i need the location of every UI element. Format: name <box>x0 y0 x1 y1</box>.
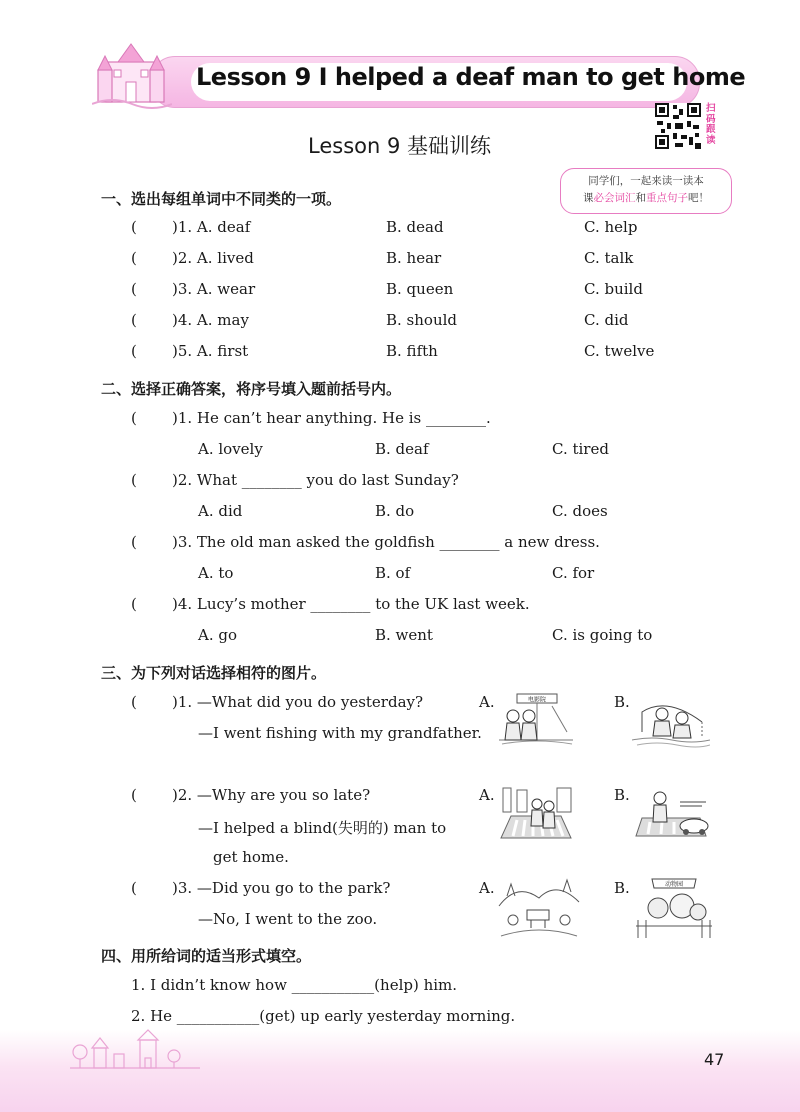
fishing-picture[interactable] <box>632 692 710 748</box>
crosswalk-helping-picture[interactable] <box>497 786 575 842</box>
s2-option-c: C. does <box>552 502 608 520</box>
s2-question: )3. The old man asked the goldfish ________ a new dress. <box>172 533 600 551</box>
lesson-banner-title: Lesson 9 I helped a deaf man to get home <box>196 63 746 91</box>
s2-option-c: C. tired <box>552 440 609 458</box>
park-picture[interactable] <box>497 876 581 940</box>
answer-bracket[interactable]: ( <box>131 533 137 551</box>
s1-option-c: C. help <box>584 218 638 236</box>
fill-in-item[interactable]: 2. He ___________(get) up early yesterday morning. <box>131 1007 516 1025</box>
answer-bracket[interactable]: ( <box>131 249 137 267</box>
s1-option-a: )1. A. deaf <box>172 218 251 236</box>
answer-bracket[interactable]: ( <box>131 342 137 360</box>
s1-option-b: B. queen <box>386 280 454 298</box>
s3-dialogue-line: )1. —What did you do yesterday? <box>172 693 424 711</box>
s1-option-a: )5. A. first <box>172 342 249 360</box>
s3-option-a-label: A. <box>479 693 495 711</box>
s3-dialogue-line: —I helped a blind(失明的) man to <box>198 819 447 837</box>
s1-option-c: C. did <box>584 311 629 329</box>
scan-to-read-label: 扫 码 跟 读 <box>706 103 716 146</box>
zoo-sign-label: 动物园 <box>664 881 684 888</box>
s2-option-b: B. deaf <box>375 440 429 458</box>
s2-option-b: B. went <box>375 626 433 644</box>
s3-option-b-label: B. <box>614 786 630 804</box>
fill-in-item[interactable]: 1. I didn’t know how ___________(help) him. <box>131 976 458 994</box>
page-number: 47 <box>704 1050 725 1069</box>
s1-option-a: )2. A. lived <box>172 249 254 267</box>
s2-option-a: A. did <box>198 502 243 520</box>
s3-option-a-label: A. <box>479 879 495 897</box>
s3-dialogue-line: —No, I went to the zoo. <box>198 910 378 928</box>
answer-bracket[interactable]: ( <box>131 786 137 804</box>
s1-option-c: C. build <box>584 280 643 298</box>
cinema-kids-picture[interactable] <box>497 692 575 748</box>
answer-bracket[interactable]: ( <box>131 879 137 897</box>
s1-option-b: B. hear <box>386 249 442 267</box>
answer-bracket[interactable]: ( <box>131 471 137 489</box>
s2-question: )4. Lucy’s mother ________ to the UK last week. <box>172 595 530 613</box>
s3-option-b-label: B. <box>614 879 630 897</box>
reading-tip-text: 同学们，一起来读一读本 课必会词汇和重点句子吧！ <box>583 175 709 204</box>
s3-option-b-label: B. <box>614 693 630 711</box>
s2-option-a: A. to <box>198 564 234 582</box>
s3-dialogue-line: get home. <box>213 848 289 866</box>
s2-option-a: A. go <box>198 626 238 644</box>
section-4-title: 四、用所给词的适当形式填空。 <box>101 947 312 965</box>
s2-question: )1. He can’t hear anything. He is ________. <box>172 409 491 427</box>
answer-bracket[interactable]: ( <box>131 409 137 427</box>
answer-bracket[interactable]: ( <box>131 311 137 329</box>
s3-option-a-label: A. <box>479 786 495 804</box>
s3-dialogue-line: —I went fishing with my grandfather. <box>198 724 482 742</box>
section-1-title: 一、选出每组单词中不同类的一项。 <box>101 190 342 208</box>
town-decoration-icon <box>70 1028 200 1070</box>
s1-option-b: B. dead <box>386 218 444 236</box>
s2-option-b: B. do <box>375 502 415 520</box>
answer-bracket[interactable]: ( <box>131 693 137 711</box>
s2-question: )2. What ________ you do last Sunday? <box>172 471 459 489</box>
s1-option-c: C. twelve <box>584 342 655 360</box>
s2-option-a: A. lovely <box>198 440 263 458</box>
section-3-title: 三、为下列对话选择相符的图片。 <box>101 664 327 682</box>
s1-option-c: C. talk <box>584 249 634 267</box>
cinema-sign-label: 电影院 <box>527 696 547 704</box>
answer-bracket[interactable]: ( <box>131 218 137 236</box>
answer-bracket[interactable]: ( <box>131 595 137 613</box>
s1-option-a: )4. A. may <box>172 311 249 329</box>
s2-option-c: C. is going to <box>552 626 653 644</box>
s2-option-b: B. of <box>375 564 411 582</box>
castle-icon <box>92 40 172 110</box>
s2-option-c: C. for <box>552 564 595 582</box>
s1-option-b: B. fifth <box>386 342 438 360</box>
answer-bracket[interactable]: ( <box>131 280 137 298</box>
s3-dialogue-line: )2. —Why are you so late? <box>172 786 371 804</box>
page-title: Lesson 9 基础训练 <box>308 134 492 158</box>
s3-dialogue-line: )3. —Did you go to the park? <box>172 879 391 897</box>
zoo-picture[interactable] <box>632 876 716 940</box>
qr-code-icon[interactable] <box>655 103 701 149</box>
s1-option-b: B. should <box>386 311 458 329</box>
late-car-picture[interactable] <box>632 786 710 842</box>
s1-option-a: )3. A. wear <box>172 280 256 298</box>
section-2-title: 二、选择正确答案，将序号填入题前括号内。 <box>101 380 402 398</box>
